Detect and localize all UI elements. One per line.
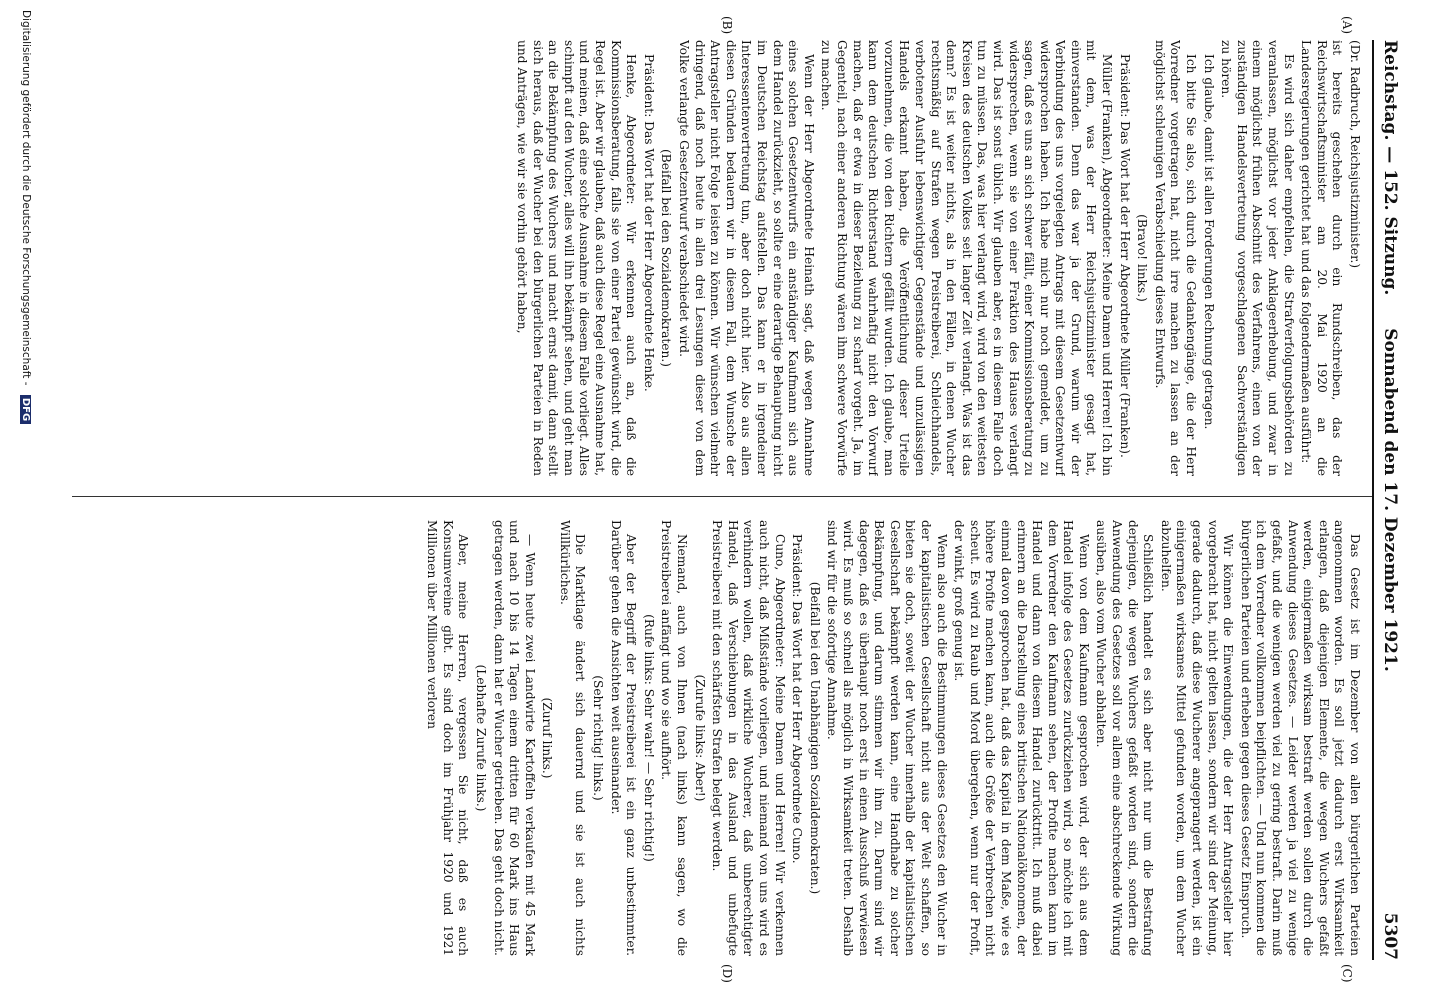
paragraph: Wenn der Herr Abgeordnete Heinath sagt, daß wegen Annahme eines solchen Gesetzentwurfs ein anständiger Kaufmann sich aus dem Handel zurückzieht, so sollte er eine derartige Behauptung nicht im Deutschen Reichstag aufstellen. Das kann er in irgendeiner Interessentenvertretung tun, aber doch nicht hier. Also aus allen diesen Gründen bedauern wir in diesem Fall, dem Wunsche der Antragsteller nicht Folge leisten zu können. Wir wünschen vielmehr dringend, daß noch heute in allen drei Lesungen dieser von dem Volke verlangte Gesetzentwurf verabschiedet wird. (677, 40, 816, 476)
header-page-number: 5307 (1380, 912, 1400, 960)
paragraph: Henke, Abgeordneter: Wir erkennen auch an, daß die Kommissionsberatung, falls sie von einer Partei gewünscht wird, die Regel ist. Aber wir glauben, daß auch diese Regel eine Ausnahme hat, und meinen, daß eine solche Ausnahme in diesem Falle vorliegt. Alles schimpft auf den Wucher, alles will ihn bekämpft sehen, und geht man an die Bekämpfung des Wuchers und macht ernst damit, dann stellt sich heraus, daß der Wucher bei den bürgerlichen Parteien in Reden und Anträgen, wie wir sie vorhin gehört haben, (515, 40, 639, 476)
digitization-footer (20, 10, 32, 990)
dfg-logo: DFG (20, 395, 31, 424)
paragraph: Wenn also auch die Bestimmungen dieses Gesetzes den Wucher in der kapitalistischen Gesellschaft nicht aus der Welt schaffen, so bieten sie doch, soweit der Wucher innerhalb der kapitalistischen Gesellschaft bekämpft werden kann, eine Handhabe zu solcher Bekämpfung, und darum stimmen wir ihm zu. Darum sind wir dagegen, daß es überhaupt noch erst in einen Ausschuß verwiesen wird. Es muß so schnell als möglich in Wirksamkeit treten. Deshalb sind wir für die sofortige Annahme. (825, 520, 949, 956)
margin-marker-c: (C) (1340, 964, 1354, 983)
column-divider (72, 496, 1372, 497)
paragraph: Wir können die Einwendungen, die der Herr Antragsteller hier vorgebracht hat, nicht gelten lassen, sondern wir sind der Meinung, gerade dadurch, daß diese Wucherer angeprangert werden, ist ein einigermaßen wirksames Mittel gefunden worden, um dem Wucher abzuhelfen. (1158, 520, 1236, 956)
header-center: Sonnabend den 17. Dezember 1921. (1380, 328, 1400, 672)
paragraph: Ich glaube, damit ist allen Forderungen Rechnung getragen. (1201, 54, 1216, 430)
paragraph: (Lebhafte Zurufe links.) (473, 664, 488, 812)
margin-marker-b: (B) (720, 16, 734, 35)
paragraph: Präsident: Das Wort hat der Herr Abgeordnete Müller (Franken). (1117, 54, 1132, 458)
paragraph: Schließlich handelt es sich aber nicht nur um die Bestrafung derjenigen, die wegen Wuchers gefaßt worden sind, sondern die Anwendung des Gesetzes soll vor allem eine abschreckende Wirkung ausüben, also vom Wucher abhalten. (1094, 520, 1156, 956)
margin-marker-d: (D) (720, 964, 734, 983)
header-left: Reichstag. — 152. Sitzung. (1380, 40, 1400, 296)
paragraph: (Beifall bei den Sozialdemokraten.) (659, 149, 674, 367)
paragraph: Aber, meine Herren, vergessen Sie nicht, daß es auch Konsumvereine gibt. Es sind doch im Frühjahr 1920 und 1921 Millionen über Millionen verloren (425, 520, 471, 956)
page-header (1372, 40, 1404, 960)
right-column (72, 520, 1362, 956)
paragraph: Müller (Franken), Abgeordneter: Meine Damen und Herren! Ich bin mit dem, was der Herr Reichsjustizminister gesagt hat, einverstanden. Denn das war ja der Grund, warum wir der Verbindung des uns vorgelegten Antrags mit diesem Gesetzentwurf widersprochen haben. Ich habe mich nur noch gemeldet, um zu sagen, daß es uns an sich schwer fällt, einer Kommissionsberatung zu widersprechen, wenn sie von einer Fraktion des Hauses verlangt wird. Das ist sonst üblich. Wir glauben aber, es in diesem Falle doch tun zu müssen. Das, was hier verlangt wird, wird von den weitesten Kreisen des deutschen Volkes seit langer Zeit verlangt. Was ist das denn? Es ist weiter nichts, als in den Fällen, in denen Wucher rechtsmäßig auf Strafen wegen Preistreiberei, Schleichhandels, verbotener Ausfuhr lebenswichtiger Gegenstände und unzulässigen Handels erkannt haben, die Veröffentlichung dieser Urteile vorzunehmen, die von den Richtern gefällt wurden. Ich glaube, man kann dem deutschen Richterstand wahrhaftig nicht den Vorwurf machen, daß er etwa in dieser Beziehung zu scharf vorgeht. Ja, im Gegenteil, nach einer anderen Richtung wären ihm schwere Vorwürfe zu machen. (819, 40, 1115, 476)
paragraph: (Zuruf links.) (540, 697, 555, 779)
paragraph: Die Marktlage ändert sich dauernd und sie ist auch nichts Willkürliches. (557, 520, 588, 956)
paragraph: Aber der Begriff der Preistreiberei ist ein ganz unbestimmter. Darüber gehen die Ansichten weit auseinander. (608, 520, 639, 956)
paragraph: Es wird sich daher empfehlen, die Strafverfolgungsbehörden zu veranlassen, möglichst vor jeder Anklageerhebung, und zwar in einem möglichst frühen Abschnitt des Verfahrens, einen von der zuständigen Handelsvertretung vorgeschlagenen Sachverständigen zu hören. (1219, 40, 1296, 476)
paragraph: — Wenn heute zwei Landwirte Kartoffeln verkaufen mit 45 Mark und nach 10 bis 14 Tagen einem dritten für 60 Mark ins Haus getragen werden, dann hat er Wucher getrieben. Das geht doch nicht. (491, 520, 537, 956)
paragraph: (Zurufe links: Aber!) (692, 674, 707, 802)
paragraph: Cuno, Abgeordneter: Meine Damen und Herren! Wir verkennen auch nicht, daß Mißstände vorliegen, und niemand von uns wird es verhindern wollen, daß wirkliche Wucherer, daß unberechtigter Handel, daß Verschiebungen in das Ausland und unbefugte Preistreiberei mit den schärfsten Strafen belegt werden. (710, 520, 787, 956)
paragraph: (Sehr richtig! links.) (591, 675, 606, 801)
paragraph: (Bravo! links.) (1135, 214, 1150, 302)
paragraph: (Dr. Radbruch, Reichsjustizminister.) (1348, 40, 1362, 269)
paragraph: Präsident: Das Wort hat der Herr Abgeordnete Cuno. (790, 534, 805, 864)
paragraph: (Rufe links: Sehr wahr! — Sehr richtig!) (641, 614, 656, 862)
footer-text: Digitalisierung gefördert durch die Deutsche Forschungsgemeinschaft - (20, 10, 32, 386)
margin-marker-a: (A) (1340, 16, 1354, 35)
paragraph: Präsident: Das Wort hat der Herr Abgeordnete Henke. (641, 54, 656, 392)
paragraph: Das Gesetz ist im Dezember von allen bürgerlichen Parteien angenommen worden. Es soll jetzt dadurch erst Wirksamkeit erlangen, daß diejenigen Elemente, die wegen Wuchers gefaßt werden, einigermaßen wirksam bestraft werden sollen durch die Anwendung dieses Gesetzes. — Leider werden ja viel zu wenige gefaßt, und die wenigen werden viel zu gering bestraft. Darin muß ich dem Vorredner vollkommen beipflichten. — Und nun kommen die bürgerlichen Parteien und erheben gegen dieses Gesetz Einspruch. (1238, 520, 1362, 956)
paragraph: Ich bitte Sie also, sich durch die Gedankengänge, die der Herr Vorredner vorgetragen hat, nicht irre machen zu lassen an der möglichst schleunigen Verabschiedung dieses Entwurfs. (1152, 40, 1199, 476)
paragraph: (Beifall bei den Unabhängigen Sozialdemokraten.) (807, 581, 822, 895)
paragraph: Niemand, auch von Ihnen (nach links) kann sagen, wo die Preistreiberei anfängt und wo sie aufhört. (659, 520, 690, 956)
left-column (72, 40, 1362, 476)
paragraph: Wenn von dem Kaufmann gesprochen wird, der sich aus dem Handel infolge des Gesetzes zurückziehen wird, so möchte ich mit dem Vorredner den Kaufmann sehen, der Profite machen kann im Handel und dann von diesem Handel zurücktritt. Ich muß dabei erinnern an die Darstellung eines britischen Nationalökonomen, der einmal davon gesprochen hat, daß das Kapital in dem Maße, wie es höhere Profite machen kann, auch die Größe der Verbrechen nicht scheut. Es wird zu Raub und Mord übergehen, wenn nur der Profit, der winkt, groß genug ist. (952, 520, 1091, 956)
paragraph: ist bereits geschehen durch ein Rundschreiben, das der Reichswirtschaftsminister am 20. Mai 1920 an die Landesregierungen gerichtet hat und das folgendermaßen ausführt: (1299, 40, 1345, 476)
